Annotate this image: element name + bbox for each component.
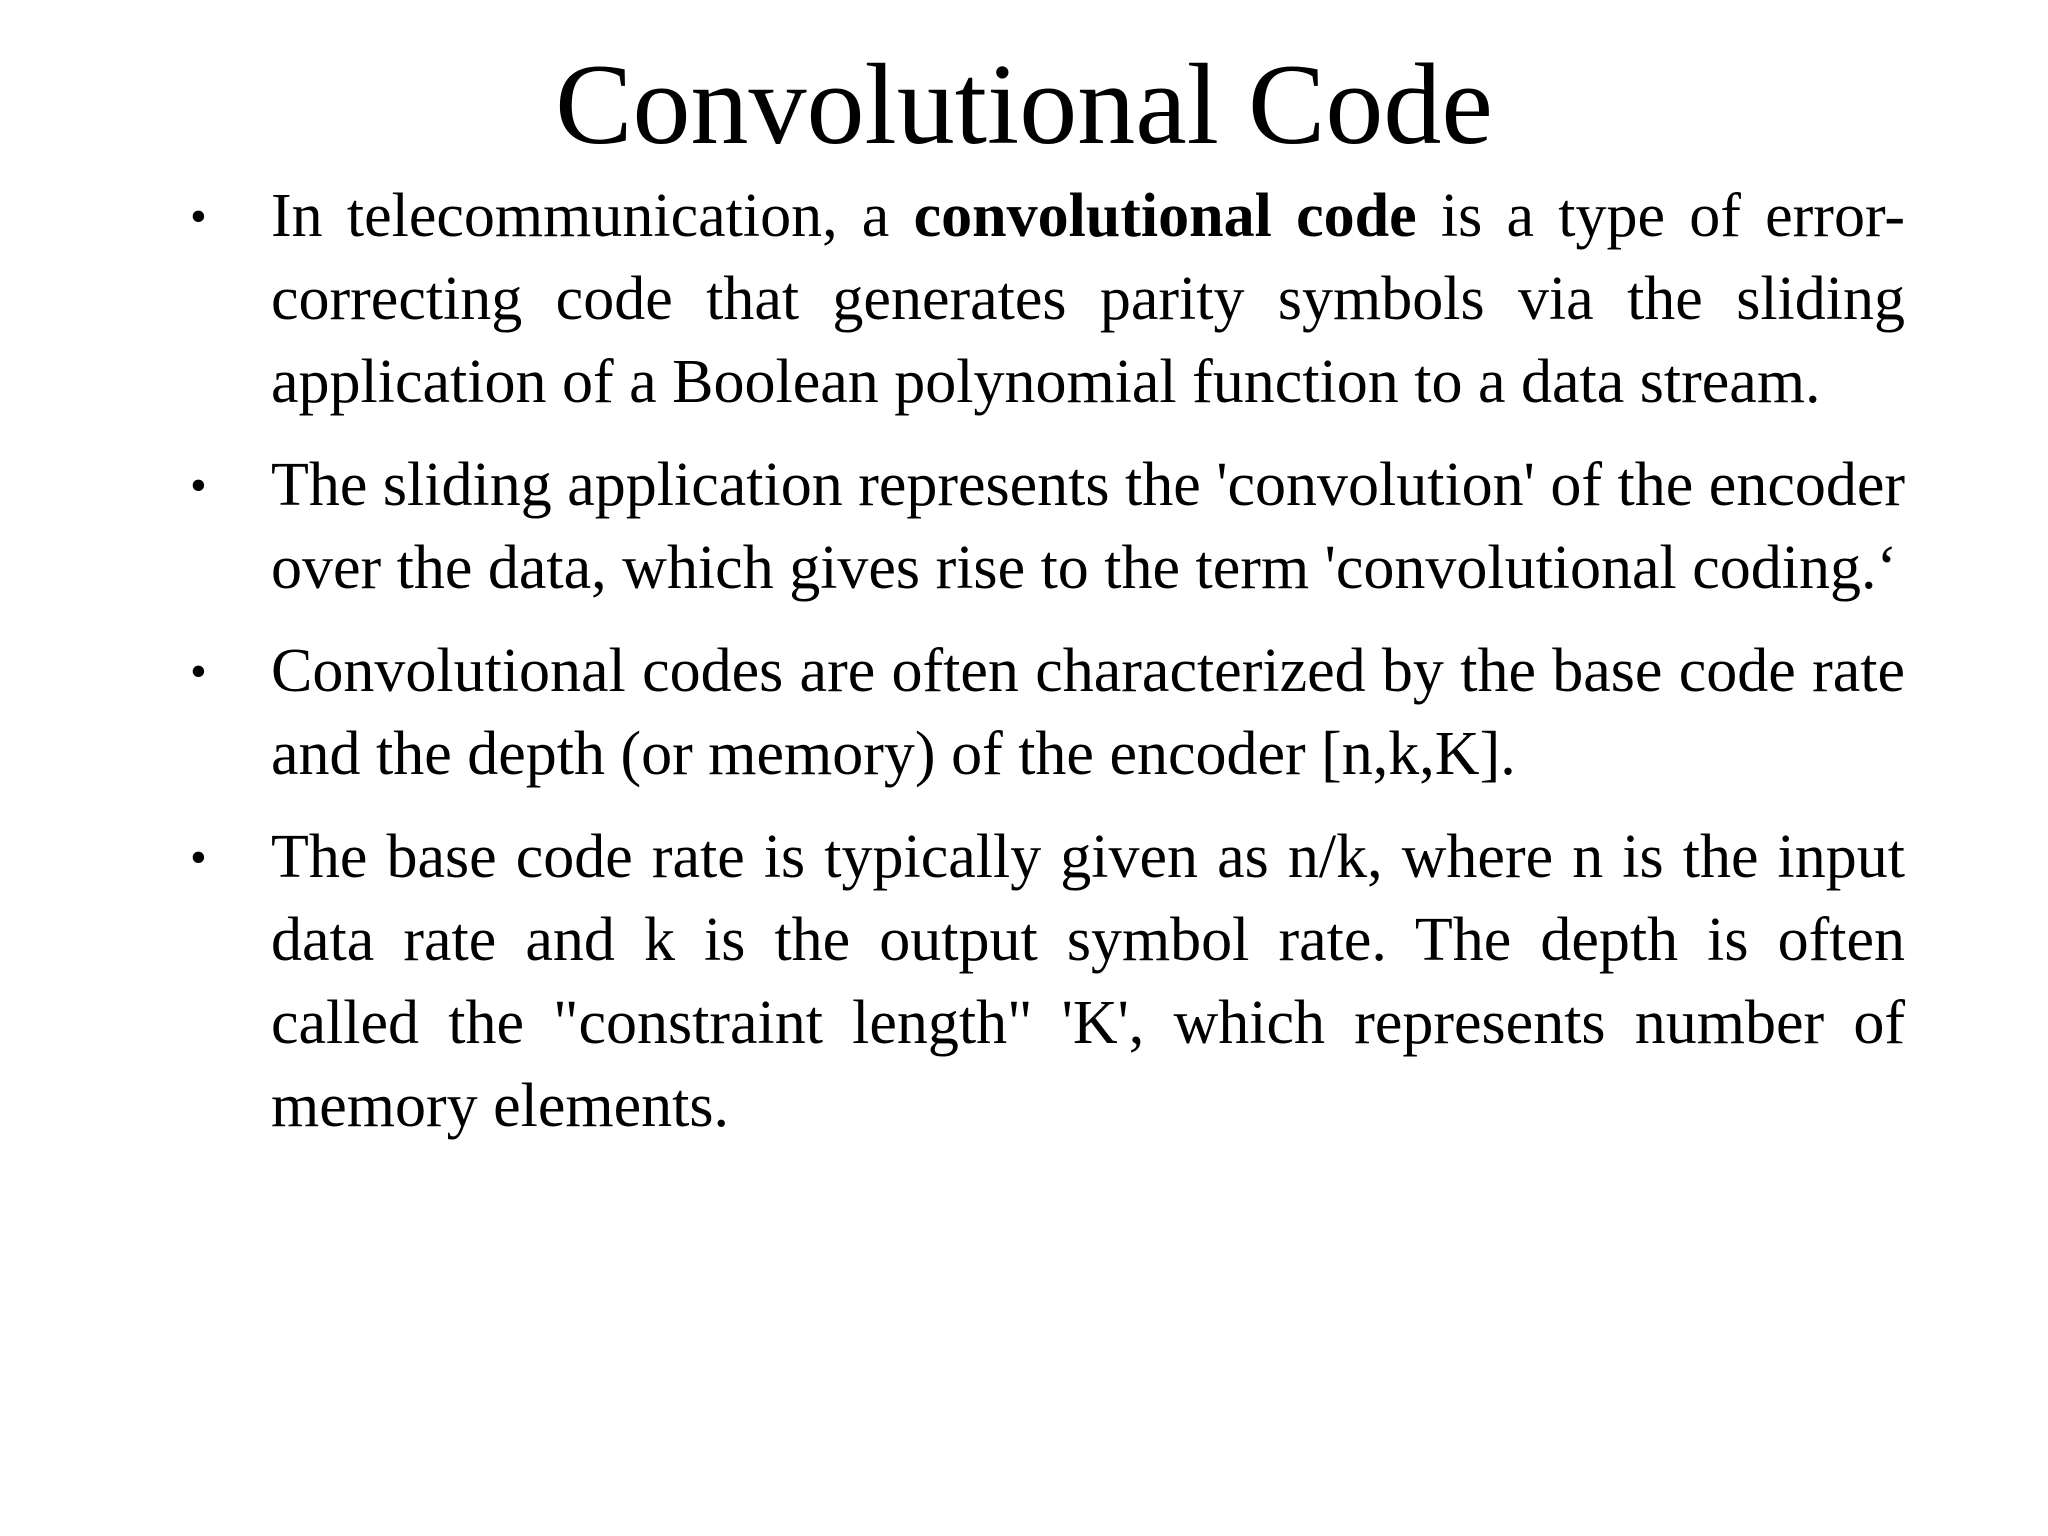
bullet-dot-icon: • — [190, 831, 207, 884]
bullet-1-text-end: is a type of error-correcting code that generates parity symbols via the sliding application of a Boolean polynomial function to a data stream. — [271, 182, 1905, 416]
bullet-2-text: The sliding application represents the 'convolution' of the encoder over the data, which gives rise to the term 'convolutional coding.‘ — [271, 451, 1905, 602]
bullet-1-text-start: In telecommunication, a — [271, 182, 914, 250]
bullet-4-text: The base code rate is typically given as n/k, where n is the input data rate and k is the output symbol rate. The depth is often called the "constraint length" 'K', which represents number of memory elements. — [271, 823, 1905, 1140]
bullet-dot-icon: • — [190, 190, 207, 243]
slide-title: Convolutional Code — [555, 41, 1493, 169]
bullet-item-2 — [190, 444, 1905, 610]
bullet-dot-icon: • — [190, 459, 207, 512]
bullet-item-3 — [190, 630, 1905, 796]
bullet-dot-icon: • — [190, 645, 207, 698]
bullet-list — [190, 175, 1905, 1168]
bullet-item-4 — [190, 816, 1905, 1148]
bullet-1-bold-term: convolutional code — [913, 182, 1417, 250]
bullet-3-text: Convolutional codes are often characterized by the base code rate and the depth (or memory) of the encoder [n,k,K]. — [271, 637, 1905, 788]
bullet-item-1 — [190, 175, 1905, 424]
